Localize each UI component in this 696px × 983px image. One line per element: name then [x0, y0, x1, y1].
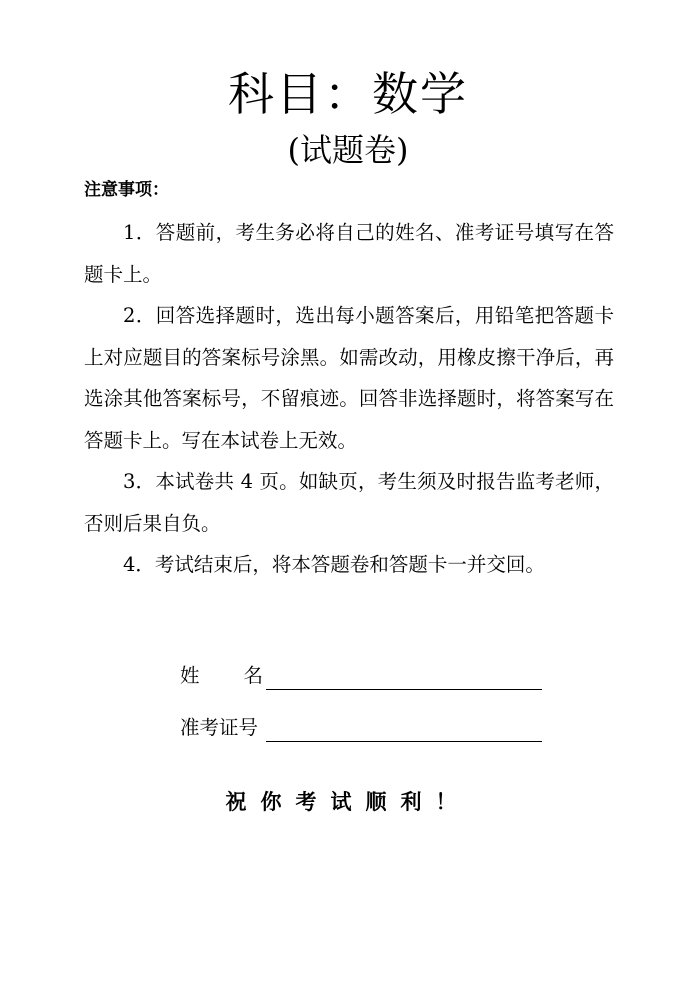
name-field [180, 654, 542, 690]
exam-id-field [180, 706, 542, 742]
name-label: 姓名 [180, 664, 308, 687]
exam-id-label: 准考证号 [180, 716, 259, 739]
name-blank-line [266, 663, 542, 690]
paper-type-subtitle: (试题卷) [287, 131, 409, 169]
exam-id-blank-line [266, 715, 542, 742]
subject-title: 科目：数学 [228, 67, 468, 121]
notes-heading: 注意事项： [84, 180, 169, 200]
note-item-3: 3．本试卷共 4 页。如缺页，考生须及时报告监考老师，否则后果自负。 [84, 470, 614, 535]
good-luck-message: 祝你考试顺利！ [225, 790, 471, 814]
note-item-2: 2．回答选择题时，选出每小题答案后，用铅笔把答题卡上对应题目的答案标号涂黑。如需改动，用橡皮擦干净后，再选涂其他答案标号，不留痕迹。回答非选择题时，将答案写在答题卡上。写在本试卷上无效。 [84, 304, 614, 452]
note-item-4: 4．考试结束后，将本答题卷和答题卡一并交回。 [123, 553, 545, 576]
notes-list [84, 212, 614, 586]
note-item-1: 1．答题前，考生务必将自己的姓名、准考证号填写在答题卡上。 [84, 221, 614, 286]
